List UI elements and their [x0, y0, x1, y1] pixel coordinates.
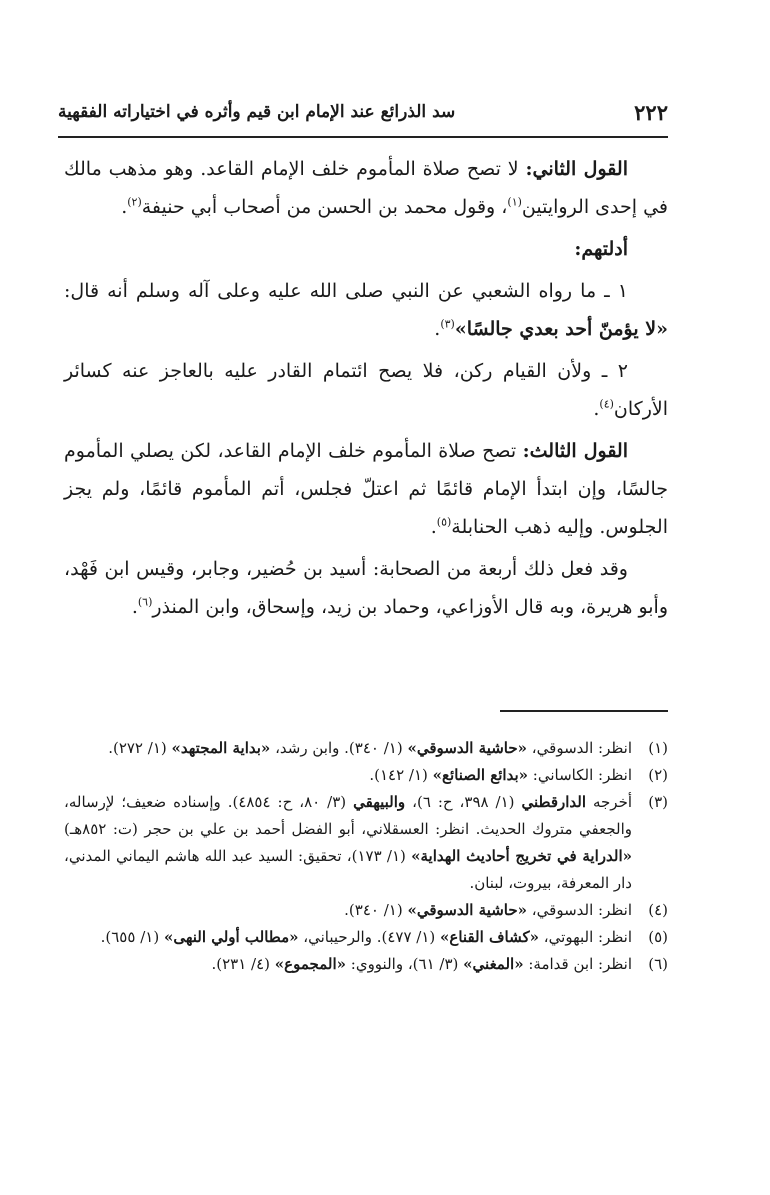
footnote-text: (١/ ٦٥٥).	[100, 928, 164, 946]
paragraph-text: لا تصح صلاة المأموم خلف الإمام القاعد. وهو مذهب مالك في إحدى الروايتين	[64, 158, 668, 218]
footnote-number: (١)	[648, 739, 668, 757]
footnote-text: (٤/ ٢٣١).	[211, 955, 275, 973]
footnote-number: (٤)	[648, 901, 668, 919]
footnote-number: (٦)	[648, 955, 668, 973]
footnote-number: (٣)	[648, 793, 668, 811]
footnote-text: انظر: الدسوقي،	[527, 739, 632, 757]
footnotes	[64, 735, 668, 978]
footnote-text: انظر: الدسوقي،	[527, 901, 632, 919]
footnote-3	[64, 789, 668, 897]
footnote-5	[64, 924, 668, 951]
footnote-text: انظر: ابن قدامة:	[523, 955, 632, 973]
paragraph-text: .	[131, 596, 138, 618]
paragraph-text: .	[121, 196, 128, 218]
paragraph-text: .	[430, 516, 437, 538]
footnote-ref[interactable]: (٣)	[440, 317, 455, 331]
footnote-number: (٥)	[648, 928, 668, 946]
book-title: «حاشية الدسوقي»	[407, 901, 528, 919]
book-title: «بدائع الصنائع»	[432, 766, 529, 784]
footnote-text: (١/ ٢٧٢).	[108, 739, 172, 757]
source-name: والبيهقي	[353, 793, 406, 811]
book-title: «كشاف القناع»	[440, 928, 540, 946]
footnote-number: (٢)	[648, 766, 668, 784]
footnote-text: (١/ ٣٤٠).	[344, 901, 408, 919]
opinion-label: القول الثاني:	[525, 158, 628, 180]
running-header	[58, 98, 668, 138]
footnote-text: انظر: البهوتي،	[539, 928, 632, 946]
running-title: سد الذرائع عند الإمام ابن قيم وأثره في اختياراته الفقهية	[58, 102, 456, 122]
evidence-heading: أدلتهم:	[574, 238, 628, 260]
book-title: «الدراية في تخريج أحاديث الهداية»	[411, 847, 633, 865]
paragraph-text: ٢ ـ ولأن القيام ركن، فلا يصح ائتمام القادر عليه بالعاجز عنه كسائر الأركان	[64, 360, 668, 420]
footnote-4	[64, 897, 668, 924]
footnote-1	[64, 735, 668, 762]
paragraph-text: تصح صلاة المأموم خلف الإمام القاعد، لكن يصلي المأموم جالسًا، وإن ابتدأ الإمام قائمًا ثم اعتلّ فجلس، أتم المأموم قائمًا، ولم يجز الجلوس. وإليه ذهب الحنابلة	[64, 440, 668, 538]
footnote-ref[interactable]: (٦)	[137, 595, 153, 609]
book-title: «حاشية الدسوقي»	[407, 739, 528, 757]
footnote-text: (١/ ١٤٢).	[369, 766, 433, 784]
paragraph-third-opinion	[64, 432, 668, 546]
book-title: «بداية المجتهد»	[171, 739, 271, 757]
footnote-ref[interactable]: (١)	[507, 195, 522, 209]
footnote-2	[64, 762, 668, 789]
footnote-text: (١/ ٣٤٠). وابن رشد،	[270, 739, 408, 757]
footnote-6	[64, 951, 668, 978]
paragraph-text: .	[593, 398, 600, 420]
footnote-text: أخرجه	[586, 793, 633, 811]
footnote-ref[interactable]: (٤)	[599, 397, 614, 411]
paragraph-companions	[64, 550, 668, 626]
footnote-separator	[500, 710, 668, 712]
paragraph-second-opinion	[64, 150, 668, 226]
paragraph-text: وقد فعل ذلك أربعة من الصحابة: أسيد بن حُضير، وجابر، وقيس ابن فَهْد، وأبو هريرة، وبه قال الأوزاعي، وحماد بن زيد، وإسحاق، وابن المنذر	[64, 558, 668, 618]
paragraph-text: .	[434, 318, 441, 340]
paragraph-text: ١ ـ ما رواه الشعبي عن النبي صلى الله عليه وعلى آله وسلم أنه قال:	[64, 280, 628, 302]
paragraph-text: ، وقول محمد بن الحسن من أصحاب أبي حنيفة	[141, 196, 508, 218]
footnote-text: (١/ ١٧٣)، تحقيق: السيد عبد الله هاشم اليماني المدني، دار المعرفة، بيروت، لبنان.	[64, 847, 632, 892]
evidence-item-2	[64, 352, 668, 428]
footnote-text: انظر: الكاساني:	[528, 766, 632, 784]
evidence-item-1	[64, 272, 668, 348]
footnote-ref[interactable]: (٢)	[127, 195, 142, 209]
footnote-text: (٣/ ٨٠، ح: ٤٨٥٤). وإسناده ضعيف؛ لإرساله، والجعفي متروك الحديث. انظر: العسقلاني، أبو الفضل أحمد بن علي بن حجر (ت: ٨٥٢هـ)	[64, 793, 632, 838]
source-name: الدارقطني	[521, 793, 587, 811]
book-title: «مطالب أولي النهى»	[163, 928, 299, 946]
opinion-label: القول الثالث:	[522, 440, 628, 462]
footnote-text: (٣/ ٦١)، والنووي:	[346, 955, 464, 973]
footnote-text: (١/ ٣٩٨، ح: ٦)،	[405, 793, 522, 811]
book-title: «المجموع»	[274, 955, 346, 973]
book-title: «المغني»	[463, 955, 524, 973]
footnote-text: (١/ ٤٧٧). والرحيباني،	[298, 928, 441, 946]
footnote-ref[interactable]: (٥)	[436, 515, 452, 529]
page-number: ٢٢٢	[634, 100, 668, 125]
main-text	[64, 150, 668, 626]
hadith-quote: «لا يؤمنّ أحد بعدي جالسًا»	[454, 318, 668, 340]
